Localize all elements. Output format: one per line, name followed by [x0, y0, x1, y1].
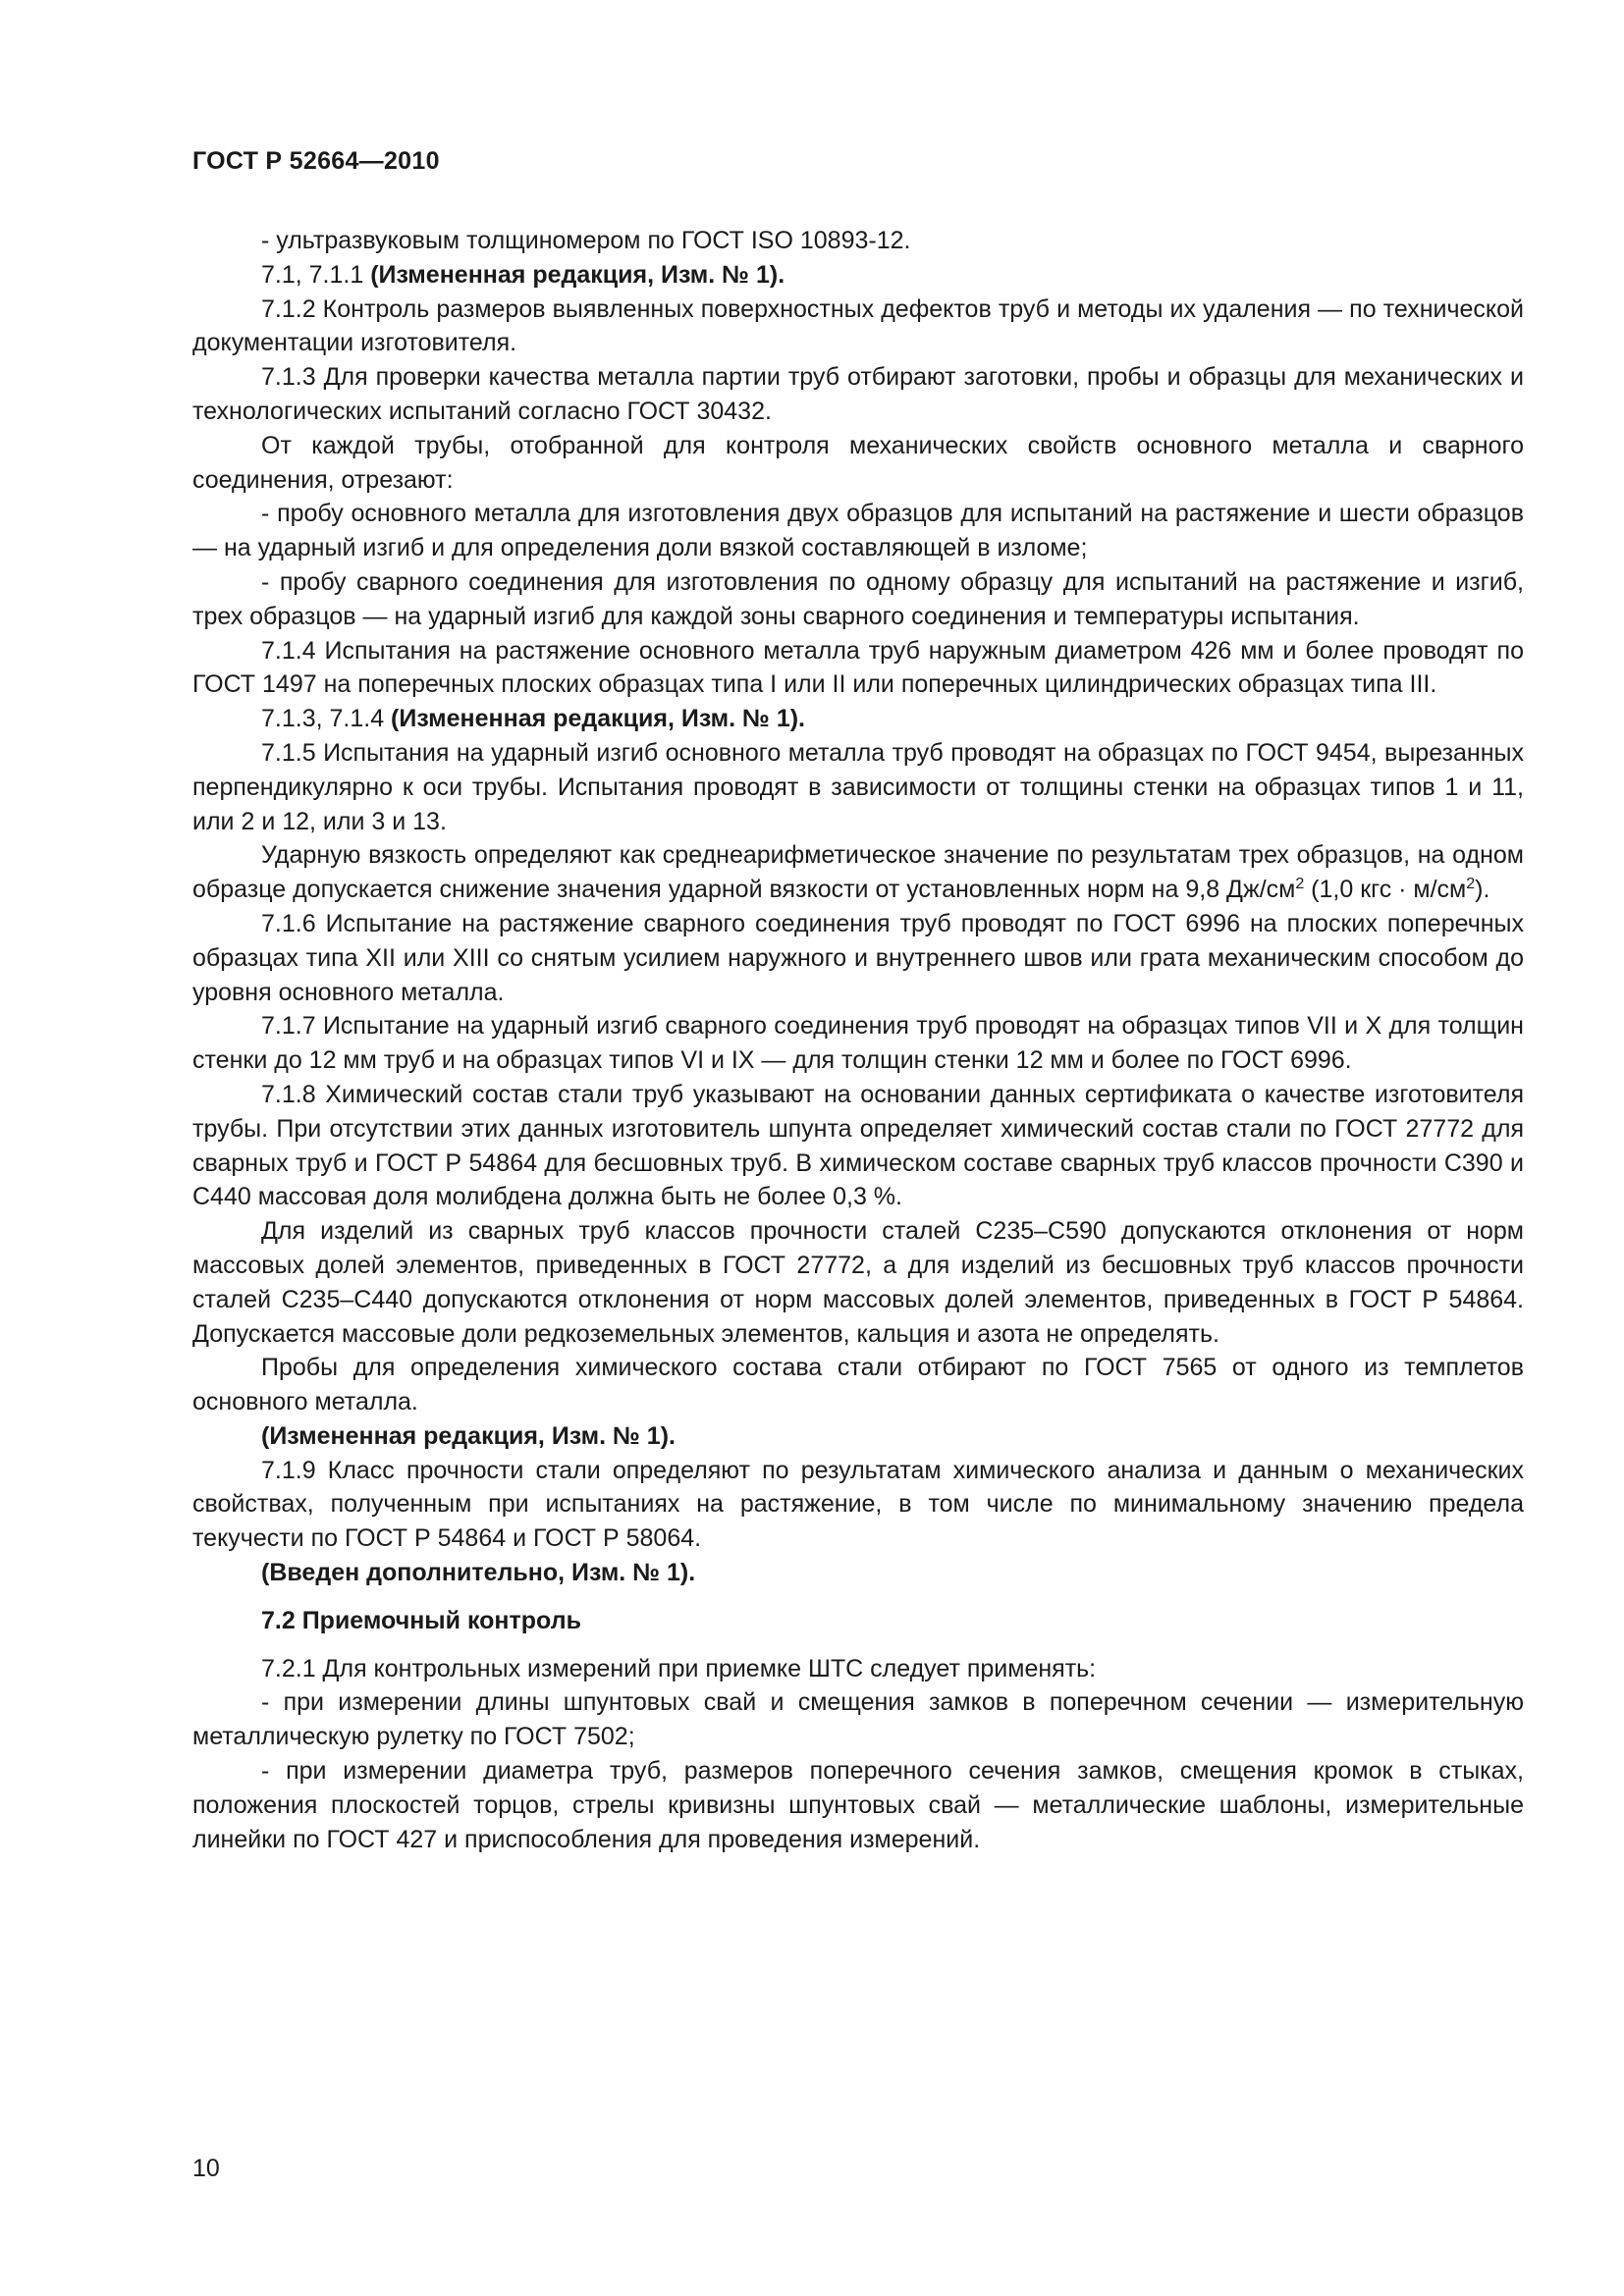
paragraph-list-item: - при измерении длины шпунтовых свай и смещения замков в поперечном сечении — измерительную металлическую рулетку по ГОСТ 7502; — [192, 1688, 1524, 1751]
paragraph-7-1-9: 7.1.9 Класс прочности стали определяют по результатам химического анализа и данным о механических свойствах, полученным при испытаниях на растяжение, в том числе по минимальному значению предела текучести по ГОСТ Р 54864 и ГОСТ Р 58064. — [192, 1456, 1524, 1553]
paragraph-7-1-4: 7.1.4 Испытания на растяжение основного металла труб наружным диаметром 426 мм и более проводят по ГОСТ 1497 на поперечных плоских образцах типа I или II или поперечных цилиндрических образцах типа III. — [192, 636, 1524, 699]
clause-numbers: 7.1, 7.1.1 — [261, 260, 371, 289]
amendment-label: (Измененная редакция, Изм. № 1). — [391, 705, 806, 733]
paragraph-7-2-1: 7.2.1 Для контрольных измерений при приемке ШТС следует применять: — [261, 1654, 1097, 1682]
superscript: 2 — [1295, 876, 1305, 893]
paragraph-7-1-7: 7.1.7 Испытание на ударный изгиб сварного соединения труб проводят на образцах типов VII и X для толщин стенки до 12 мм труб и на образцах типов VI и IX — для толщин стенки 12 мм и более по ГОСТ 6996. — [192, 1012, 1524, 1075]
paragraph-7-1-6: 7.1.6 Испытание на растяжение сварного соединения труб проводят по ГОСТ 6996 на плоских поперечных образцах типа XII или XIII со снятым усилием наружного и внутреннего швов или грата механическим способом до уровня основного металла. — [192, 909, 1524, 1006]
clause-numbers: 7.1.3, 7.1.4 — [261, 705, 392, 733]
paragraph: Пробы для определения химического состава стали отбирают по ГОСТ 7565 от одного из темплетов основного металла. — [192, 1354, 1524, 1416]
amendment-label: (Измененная редакция, Изм. № 1). — [370, 260, 785, 289]
section-heading-7-2: 7.2 Приемочный контроль — [261, 1606, 581, 1634]
document-body — [192, 224, 1524, 1856]
amendment-label: (Измененная редакция, Изм. № 1). — [261, 1421, 676, 1450]
paragraph-7-1-5: 7.1.5 Испытания на ударный изгиб основного металла труб проводят на образцах по ГОСТ 9454, вырезанных перпендикулярно к оси трубы. Испытания проводят в зависимости от толщины стенки на образцах типов 1 и 11, или 2 и 12, или 3 и 13. — [192, 738, 1524, 835]
paragraph-amendment-note — [192, 702, 1524, 736]
superscript: 2 — [1466, 876, 1476, 893]
paragraph-list-item: - пробу сварного соединения для изготовления по одному образцу для испытаний на растяжение и изгиб, трех образцов — на ударный изгиб для каждой зоны сварного соединения и температуры испытания. — [192, 567, 1524, 630]
amendment-label: (Введен дополнительно, Изм. № 1). — [261, 1559, 696, 1587]
page-number: 10 — [192, 2155, 220, 2182]
text-run: ). — [1475, 876, 1490, 904]
paragraph-list-item: - при измерении диаметра труб, размеров поперечного сечения замков, смещения кромок в стыках, положения плоскостей торцов, стрелы кривизны шпунтовых свай — металлические шаблоны, измерительные линейки по ГОСТ 427 и приспособления для проведения измерений. — [192, 1757, 1524, 1853]
paragraph-7-1-8: 7.1.8 Химический состав стали труб указывают на основании данных сертификата о качестве изготовителя трубы. При отсутствии этих данных изготовитель шпунта определяет химический состав стали по ГОСТ 27772 для сварных труб и ГОСТ Р 54864 для бесшовных труб. В химическом составе сварных труб классов прочности С390 и С440 массовая доля молибдена должна быть не более 0,3 %. — [192, 1080, 1524, 1211]
paragraph: Для изделий из сварных труб классов прочности сталей С235–С590 допускаются отклонения от норм массовых долей элементов, приведенных в ГОСТ 27772, а для изделий из бесшовных труб классов прочности сталей С235–С440 допускаются отклонения от норм массовых долей элементов, приведенных в ГОСТ Р 54864. Допускается массовые доли редкоземельных элементов, кальция и азота не определять. — [192, 1217, 1524, 1348]
paragraph: От каждой трубы, отобранной для контроля механических свойств основного металла и сварного соединения, отрезают: — [192, 431, 1524, 494]
paragraph-impact-strength — [192, 838, 1524, 907]
paragraph-7-1-3: 7.1.3 Для проверки качества металла партии труб отбирают заготовки, пробы и образцы для механических и технологических испытаний согласно ГОСТ 30432. — [192, 363, 1524, 425]
document-header: ГОСТ Р 52664—2010 — [192, 147, 440, 175]
paragraph-amendment-note — [192, 258, 1524, 293]
text-run: (1,0 кгс · м/см — [1304, 876, 1467, 904]
paragraph-list-item: - пробу основного металла для изготовления двух образцов для испытаний на растяжение и шести образцов — на ударный изгиб и для определения доли вязкой составляющей в изломе; — [192, 500, 1524, 562]
paragraph: - ультразвуковым толщиномером по ГОСТ ISO 10893-12. — [261, 227, 911, 254]
paragraph-7-1-2: 7.1.2 Контроль размеров выявленных поверхностных дефектов труб и методы их удаления — по технической документации изготовителя. — [192, 294, 1524, 357]
text-run: Ударную вязкость определяют как среднеарифметическое значение по результатам трех образцов, на одном образце допускается снижение значения ударной вязкости от установленных норм на 9,8 Дж/см — [192, 841, 1524, 904]
